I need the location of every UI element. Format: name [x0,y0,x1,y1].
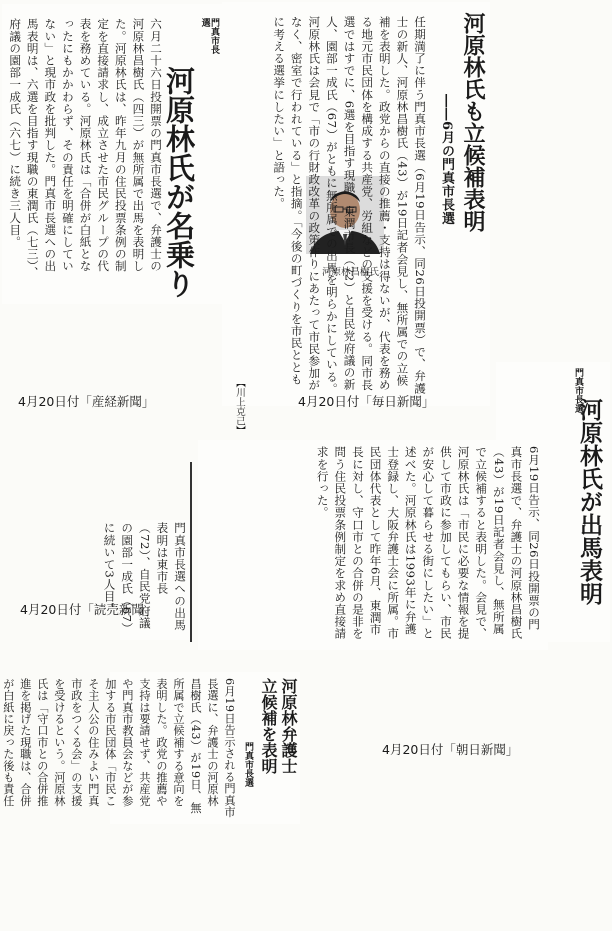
nikkei-body: 6月19日告示、同26日投開票の門真市長選で、弁護士の河原林昌樹氏（43）が19日記者会見し、無所属で立候補すると表明した。会見で、河原林氏は「市民に必要な情報を提供して市政に参加してもらい、市民が安心して暮らせる街にしたい」と述べた。河原林氏は1993年に弁護士登録し、大阪弁護士会に所属。市民団体代表として昨年6月、東潤市長に対し、守口市との合併の是非を問う住民投票条例制定を求め直接請求を行った。 [315,446,541,640]
asahi-headline: 河原林弁護士立候補を表明 [259,678,298,774]
yomiuri-clipping [102,520,190,640]
mainichi-clipping [222,2,490,435]
yomiuri-body: 門真市長選への出馬表明は東市長（72）、自民党府議の園部一成氏（67）に続いて3人目。 [102,522,187,635]
asahi-caption: 4月20日付「朝日新聞」 [382,742,519,757]
nikkei-tag: 門真市長選 [573,368,583,413]
sankei-headline: 河原林氏が名乗り [162,66,196,298]
mainichi-photo-caption: 河原林昌樹氏 [322,267,380,278]
sankei-caption: 4月20日付「産経新聞」 [18,394,155,409]
nikkei-headline: 河原林氏が出馬表明 [576,398,602,605]
sankei-tag: 門真市長選 [199,18,219,54]
mainichi-subhead: ――6月の門真市長選 [439,94,454,226]
asahi-body-continued [196,770,554,920]
yomiuri-caption: 4月20日付「読売新聞」 [20,602,157,617]
asahi-body: 6月19日告示される門真市長選に、弁護士の河原林昌樹氏（43）が19日、無所属で立候補する意向を表明した。政党の推薦や支持は要請せず、共産党や門真市教員会などが参加する市民団体「市民こそ主人公の住みよい門真市政をつくる会」の支援を受けるという。河原林氏は「守口市との合併推進を掲げた現職は、合併が白紙に戻った後も責任 [1,678,236,818]
nikkei-body-block [198,440,548,650]
mainichi-headline: 河原林氏も立候補表明 [460,12,485,232]
sankei-clipping [2,4,222,304]
asahi-tag: 門真市長選 [243,742,253,787]
sankei-body: 六月二十六日投開票の門真市長選で、弁護士の河原林昌樹氏（四三）が無所属で出馬を表明した。河原林氏は、昨年九月の住民投票条例の制定を直接請求し、成立させた市民グループの代表を務めている。河原林氏は「合併が白紙となったにもかかわらず、その責任を明確にしていない」と現市政を批判した。門真市長選への出馬表明は、六選を目指す現職の東潤氏（七三）、府議の園部一成氏（六七）に続き三人目。 [8,18,163,279]
mainichi-credit: 【川上克己】 [234,378,245,435]
separator-line [190,462,192,642]
mainichi-body: 任期満了に伴う門真市長選（6月19日告示、同26日投開票）で、弁護士の新人、河原林昌樹氏（43）が19日記者会見し、無所属での立候補を表明した。政党からの直接の推薦・支持は得ないが、代表を務める地元市民団体を構成する共産党、労組などの支援を受ける。同市長選ではすでに、6選を目指す現職、東潤市長（72）と自民党府議の新人、園部一成氏（67）がともに無所属での出馬を明らかにしている。河原林氏は会見で「市の行財政改革の政策作りにあたって市民参加がなく、密室で行われている」と指摘。「今後の町づくりを市民とともに考える選挙にしたい」と語った。 [272,16,427,395]
mainichi-caption: 4月20日付「毎日新聞」 [298,394,435,409]
